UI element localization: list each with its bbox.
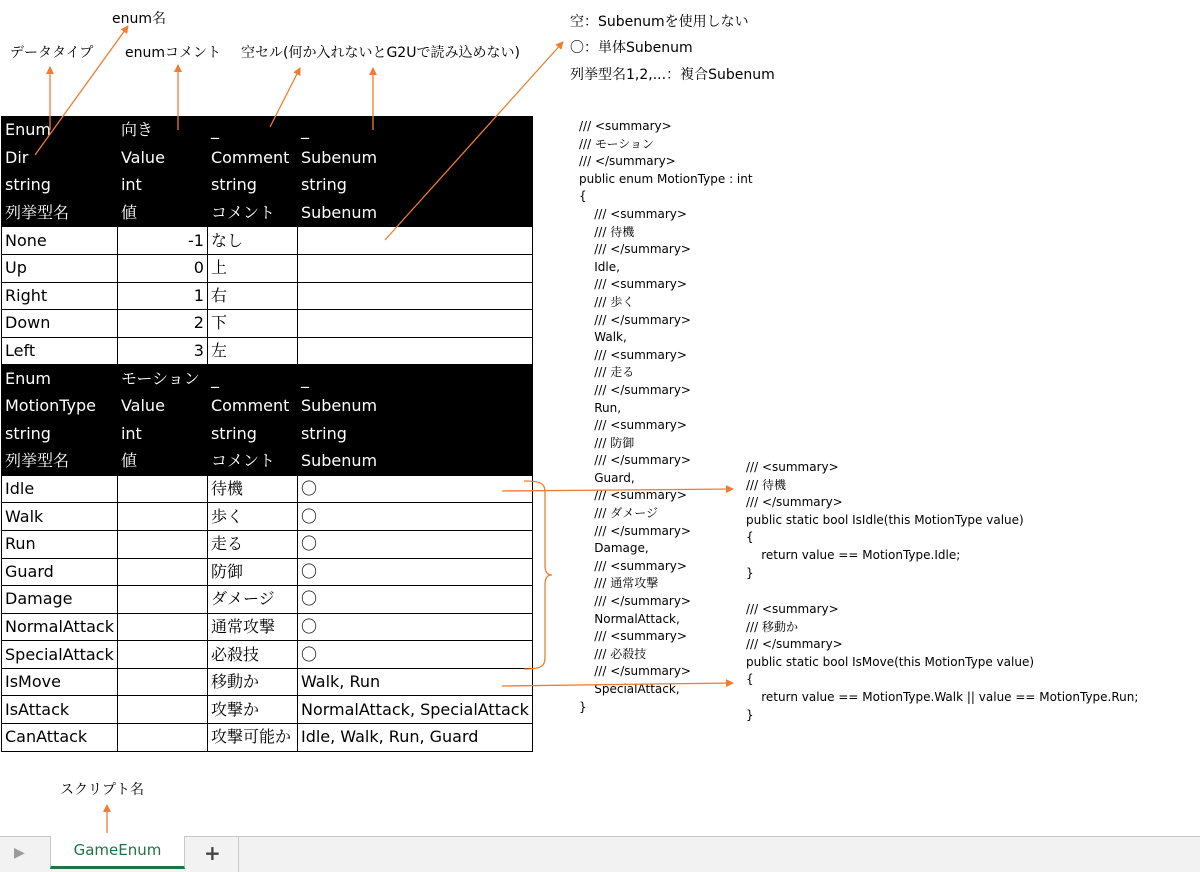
table-cell[interactable]: string (297, 172, 532, 200)
table-cell[interactable]: 歩く (207, 503, 297, 531)
code-line: { (579, 189, 587, 204)
table-cell[interactable]: 右 (207, 282, 297, 310)
table-cell[interactable]: Idle (2, 475, 118, 503)
code-line: /// 防御 (579, 435, 635, 450)
table-cell[interactable]: Comment (207, 392, 297, 420)
code-line: public enum MotionType : int (579, 171, 753, 186)
code-line: /// </summary> (579, 594, 691, 609)
table-cell[interactable]: Left (2, 337, 118, 365)
code-line: return value == MotionType.Idle; (746, 547, 961, 562)
table-cell[interactable]: 1 (117, 282, 207, 310)
code-line: } (579, 699, 587, 714)
code-line: /// <summary> (579, 206, 687, 221)
table-cell[interactable]: 下 (207, 310, 297, 338)
table-cell[interactable]: Subenum (297, 144, 532, 172)
table-cell[interactable]: 必殺技 (207, 641, 297, 669)
subenum-note-empty: 空：Subenumを使用しない (570, 14, 749, 30)
table-cell[interactable]: 〇 (297, 613, 532, 641)
arrow-to-enum-name (35, 26, 128, 155)
table-cell[interactable]: 攻撃可能か (207, 724, 297, 752)
table-cell[interactable]: _ (207, 117, 297, 145)
code-line: return value == MotionType.Walk || value == MotionType.Run; (746, 689, 1139, 704)
code-line: } (746, 707, 754, 722)
table-cell[interactable]: Dir (2, 144, 118, 172)
code-line: { (746, 672, 754, 687)
table-cell[interactable]: 〇 (297, 641, 532, 669)
table-cell[interactable]: Enum (2, 117, 118, 145)
table-cell[interactable]: 通常攻撃 (207, 613, 297, 641)
code-line: /// <summary> (579, 347, 687, 362)
table-cell[interactable]: コメント (207, 448, 297, 476)
code-line: /// </summary> (746, 637, 843, 652)
table-cell[interactable]: Subenum (297, 199, 532, 227)
table-cell[interactable]: Enum (2, 365, 118, 393)
code-line: { (746, 530, 754, 545)
code-line: /// </summary> (579, 453, 691, 468)
code-line: } (746, 565, 754, 580)
code-line: NormalAttack, (579, 611, 680, 626)
table-cell[interactable]: Walk (2, 503, 118, 531)
table-cell[interactable]: 列挙型名 (2, 448, 118, 476)
table-cell[interactable]: 移動か (207, 668, 297, 696)
code-line: /// </summary> (579, 382, 691, 397)
code-line: /// 待機 (746, 477, 786, 492)
annotation-script-name: スクリプト名 (60, 782, 144, 798)
code-line: /// 必殺技 (579, 646, 647, 661)
table-cell[interactable]: Comment (207, 144, 297, 172)
table-cell[interactable]: None (2, 227, 118, 255)
table-cell[interactable]: Damage (2, 586, 118, 614)
table-cell[interactable]: 〇 (297, 558, 532, 586)
table-cell[interactable]: string (207, 420, 297, 448)
table-cell[interactable]: string (207, 172, 297, 200)
code-line: /// </summary> (579, 154, 676, 169)
table-cell[interactable]: _ (297, 365, 532, 393)
code-line: public static bool IsIdle(this MotionType value) (746, 512, 1024, 527)
table-cell[interactable]: 攻撃か (207, 696, 297, 724)
table-cell[interactable]: 値 (117, 448, 207, 476)
table-cell[interactable]: CanAttack (2, 724, 118, 752)
table-cell[interactable]: -1 (117, 227, 207, 255)
code-line: /// </summary> (579, 312, 691, 327)
code-line: /// <summary> (746, 602, 839, 616)
arrow-to-subenum-notes (385, 42, 563, 240)
code-line: /// 移動か (746, 619, 798, 634)
table-cell[interactable]: 〇 (297, 586, 532, 614)
table-cell[interactable]: Guard (2, 558, 118, 586)
table-cell[interactable]: モーション (117, 365, 207, 393)
table-cell[interactable]: 上 (207, 254, 297, 282)
tab-divider (238, 837, 239, 872)
table-cell[interactable]: Up (2, 254, 118, 282)
code-line: Guard, (579, 470, 635, 485)
table-cell[interactable]: 〇 (297, 503, 532, 531)
code-line: /// 歩く (579, 294, 635, 309)
table-cell[interactable]: IsMove (2, 668, 118, 696)
table-cell[interactable]: 〇 (297, 530, 532, 558)
code-line: SpecialAttack, (579, 682, 680, 696)
table-cell[interactable]: IsAttack (2, 696, 118, 724)
table-cell[interactable]: ダメージ (207, 586, 297, 614)
annotation-enum-comment: enumコメント (125, 45, 221, 61)
code-line: /// <summary> (579, 629, 687, 644)
code-line: /// 待機 (579, 224, 635, 239)
code-line: /// ダメージ (579, 506, 658, 521)
annotation-enum-name: enum名 (112, 11, 166, 27)
code-line: /// </summary> (579, 242, 691, 257)
code-line: /// <summary> (579, 488, 687, 503)
subenum-note-single: 〇：単体Subenum (570, 40, 693, 56)
code-line: /// <summary> (746, 460, 839, 474)
table-cell[interactable]: string (2, 420, 118, 448)
sheet-tab-bar (0, 836, 1200, 872)
table-cell[interactable]: Walk, Run (297, 668, 532, 696)
code-line: /// <summary> (579, 277, 687, 292)
table-cell[interactable]: 防御 (207, 558, 297, 586)
table-cell[interactable]: なし (207, 227, 297, 255)
sheet-tab-gameenum[interactable]: GameEnum (50, 836, 185, 869)
annotation-empty-cell: 空セル(何か入れないとG2Uで読み込めない) (241, 45, 520, 61)
table-cell[interactable]: Subenum (297, 448, 532, 476)
code-line: /// </summary> (579, 664, 691, 679)
table-cell[interactable]: _ (207, 365, 297, 393)
table-cell[interactable]: NormalAttack (2, 613, 118, 641)
code-line: Walk, (579, 330, 627, 345)
table-cell[interactable]: Subenum (297, 392, 532, 420)
table-cell[interactable]: 列挙型名 (2, 199, 118, 227)
code-line: /// <summary> (579, 558, 687, 573)
table-cell[interactable]: 左 (207, 337, 297, 365)
code-line: Run, (579, 400, 622, 415)
table-cell[interactable]: 2 (117, 310, 207, 338)
arrow-to-isidle (502, 489, 733, 491)
table-cell[interactable]: int (117, 420, 207, 448)
add-sheet-button[interactable]: + (204, 841, 221, 865)
code-line: /// <summary> (579, 119, 672, 133)
table-cell[interactable]: 待機 (207, 475, 297, 503)
table-cell[interactable]: Value (117, 144, 207, 172)
table-cell[interactable]: MotionType (2, 392, 118, 420)
code-line: /// モーション (579, 136, 654, 151)
code-line: /// <summary> (579, 418, 687, 433)
code-line: /// 通常攻撃 (579, 576, 659, 591)
table-cell[interactable]: _ (297, 117, 532, 145)
table-cell[interactable]: string (297, 420, 532, 448)
code-line: Damage, (579, 541, 649, 556)
table-cell[interactable]: コメント (207, 199, 297, 227)
table-cell[interactable]: Idle, Walk, Run, Guard (297, 724, 532, 752)
table-cell[interactable]: Right (2, 282, 118, 310)
code-line: /// 走る (579, 365, 635, 380)
code-line: public static bool IsMove(this MotionType value) (746, 654, 1035, 669)
play-icon[interactable]: ▶ (14, 845, 25, 861)
code-line: Idle, (579, 259, 620, 274)
table-cell[interactable]: 走る (207, 530, 297, 558)
code-line: /// </summary> (579, 523, 691, 538)
table-cell[interactable]: string (2, 172, 118, 200)
table-cell[interactable]: SpecialAttack (2, 641, 118, 669)
annotation-data-type: データタイプ (10, 45, 94, 61)
brace-single-subenum (524, 481, 552, 669)
code-line: /// </summary> (746, 495, 843, 510)
subenum-note-multiple: 列挙型名1,2,...：複合Subenum (570, 67, 775, 83)
table-cell[interactable]: 値 (117, 199, 207, 227)
arrow-to-ismove (502, 683, 733, 686)
table-cell[interactable]: Run (2, 530, 118, 558)
table-cell[interactable]: NormalAttack, SpecialAttack (297, 696, 532, 724)
table-cell[interactable]: 0 (117, 254, 207, 282)
arrow-to-empty-cell-1 (270, 68, 300, 127)
table-cell[interactable]: Value (117, 392, 207, 420)
table-cell[interactable]: Down (2, 310, 118, 338)
table-cell[interactable]: 3 (117, 337, 207, 365)
table-cell[interactable]: 〇 (297, 475, 532, 503)
table-cell[interactable]: int (117, 172, 207, 200)
table-cell[interactable]: 向き (117, 117, 207, 145)
